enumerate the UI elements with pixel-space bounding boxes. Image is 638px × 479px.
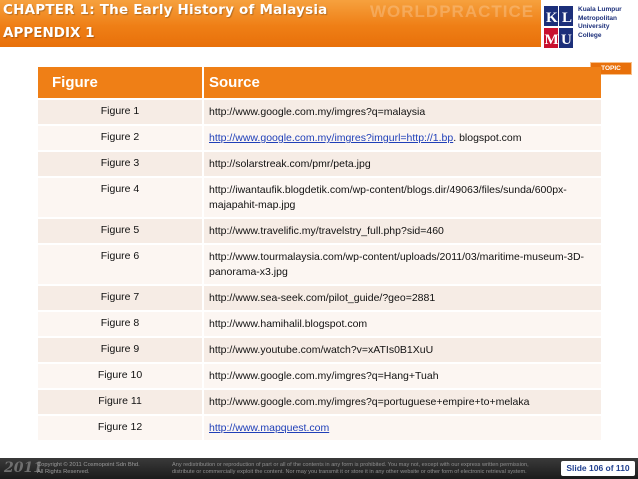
table-header-row	[38, 67, 601, 99]
table-row	[38, 177, 601, 218]
figure-cell: Figure 6	[38, 244, 203, 285]
logo-line: University	[578, 23, 610, 31]
table-row	[38, 337, 601, 363]
klmu-logo	[541, 0, 638, 55]
source-cell: http://www.travelific.my/travelstry_full.php?sid=460	[203, 218, 601, 244]
source-cell: http://iwantaufik.blogdetik.com/wp-content/blogs.dir/49063/files/sunda/600px-majapahit-map.jpg	[203, 177, 601, 218]
table-row	[38, 151, 601, 177]
logo-line: Kuala Lumpur	[578, 6, 622, 13]
source-cell: http://www.sea-seek.com/pilot_guide/?geo=2881	[203, 285, 601, 311]
figure-cell: Figure 4	[38, 177, 203, 218]
chapter-title: CHAPTER 1: The Early History of Malaysia	[3, 2, 328, 18]
footer-copyright	[37, 462, 140, 476]
source-cell: http://solarstreak.com/pmr/peta.jpg	[203, 151, 601, 177]
copyright-line: Copyright © 2011 Cosmopoint Sdn Bhd.	[37, 462, 140, 468]
figure-cell: Figure 7	[38, 285, 203, 311]
figure-cell: Figure 5	[38, 218, 203, 244]
klmu-logo-text	[578, 6, 622, 40]
source-cell	[203, 415, 601, 440]
table-row	[38, 218, 601, 244]
figure-cell: Figure 3	[38, 151, 203, 177]
source-cell: http://www.google.com.my/imgres?q=malaysia	[203, 99, 601, 125]
table-row	[38, 311, 601, 337]
slide-counter: Slide 106 of 110	[561, 461, 635, 476]
appendix-title: APPENDIX 1	[3, 25, 95, 41]
legal-line: distribute or commercially exploit the content. Nor may you transmit it or store it in any other website or other form of electronic retrieval system.	[172, 469, 527, 475]
svg-text:M: M	[544, 32, 559, 48]
figure-cell: Figure 8	[38, 311, 203, 337]
footer-legal-notice	[172, 462, 552, 476]
source-cell: http://www.google.com.my/imgres?q=Hang+Tuah	[203, 363, 601, 389]
figure-cell: Figure 11	[38, 389, 203, 415]
logo-line: Metropolitan	[578, 14, 617, 22]
source-cell: http://www.google.com.my/imgres?q=portuguese+empire+to+melaka	[203, 389, 601, 415]
logo-line: College	[578, 31, 602, 39]
source-cell: http://www.hamihalil.blogspot.com	[203, 311, 601, 337]
figure-cell: Figure 9	[38, 337, 203, 363]
header-figure: Figure	[38, 67, 203, 99]
table-row	[38, 244, 601, 285]
source-cell	[203, 125, 601, 151]
figure-cell: Figure 10	[38, 363, 203, 389]
table-row	[38, 99, 601, 125]
source-cell: http://www.tourmalaysia.com/wp-content/uploads/2011/03/maritime-museum-3D-panorama-x3.jpg	[203, 244, 601, 285]
table-row	[38, 125, 601, 151]
source-link[interactable]: http://www.google.com.my/imgres?imgurl=http://1.bp	[209, 132, 454, 144]
figure-source-table	[38, 67, 601, 440]
legal-line: Any redistribution or reproduction of part or all of the contents in any form is prohibited. You may not, except with our express written permission,	[172, 462, 529, 468]
svg-text:U: U	[561, 32, 572, 48]
figure-cell: Figure 2	[38, 125, 203, 151]
header-watermark: WORLDPRACTICE	[370, 2, 535, 21]
table-row	[38, 285, 601, 311]
topic-button[interactable]: TOPIC	[590, 62, 632, 75]
svg-text:L: L	[562, 10, 573, 26]
table-row	[38, 415, 601, 440]
table-row	[38, 363, 601, 389]
source-link[interactable]: http://www.mapquest.com	[209, 422, 330, 434]
klmu-logo-icon	[544, 6, 574, 50]
figure-cell: Figure 12	[38, 415, 203, 440]
figure-cell: Figure 1	[38, 99, 203, 125]
table-row	[38, 389, 601, 415]
copyright-line: All Rights Reserved.	[37, 469, 90, 475]
svg-text:K: K	[546, 10, 558, 26]
header-source: Source	[203, 67, 601, 99]
footer-bar	[0, 458, 638, 479]
footer-year: 2011	[4, 460, 43, 476]
source-cell: http://www.youtube.com/watch?v=xATIs0B1XuU	[203, 337, 601, 363]
source-suffix: . blogspot.com	[453, 132, 522, 144]
